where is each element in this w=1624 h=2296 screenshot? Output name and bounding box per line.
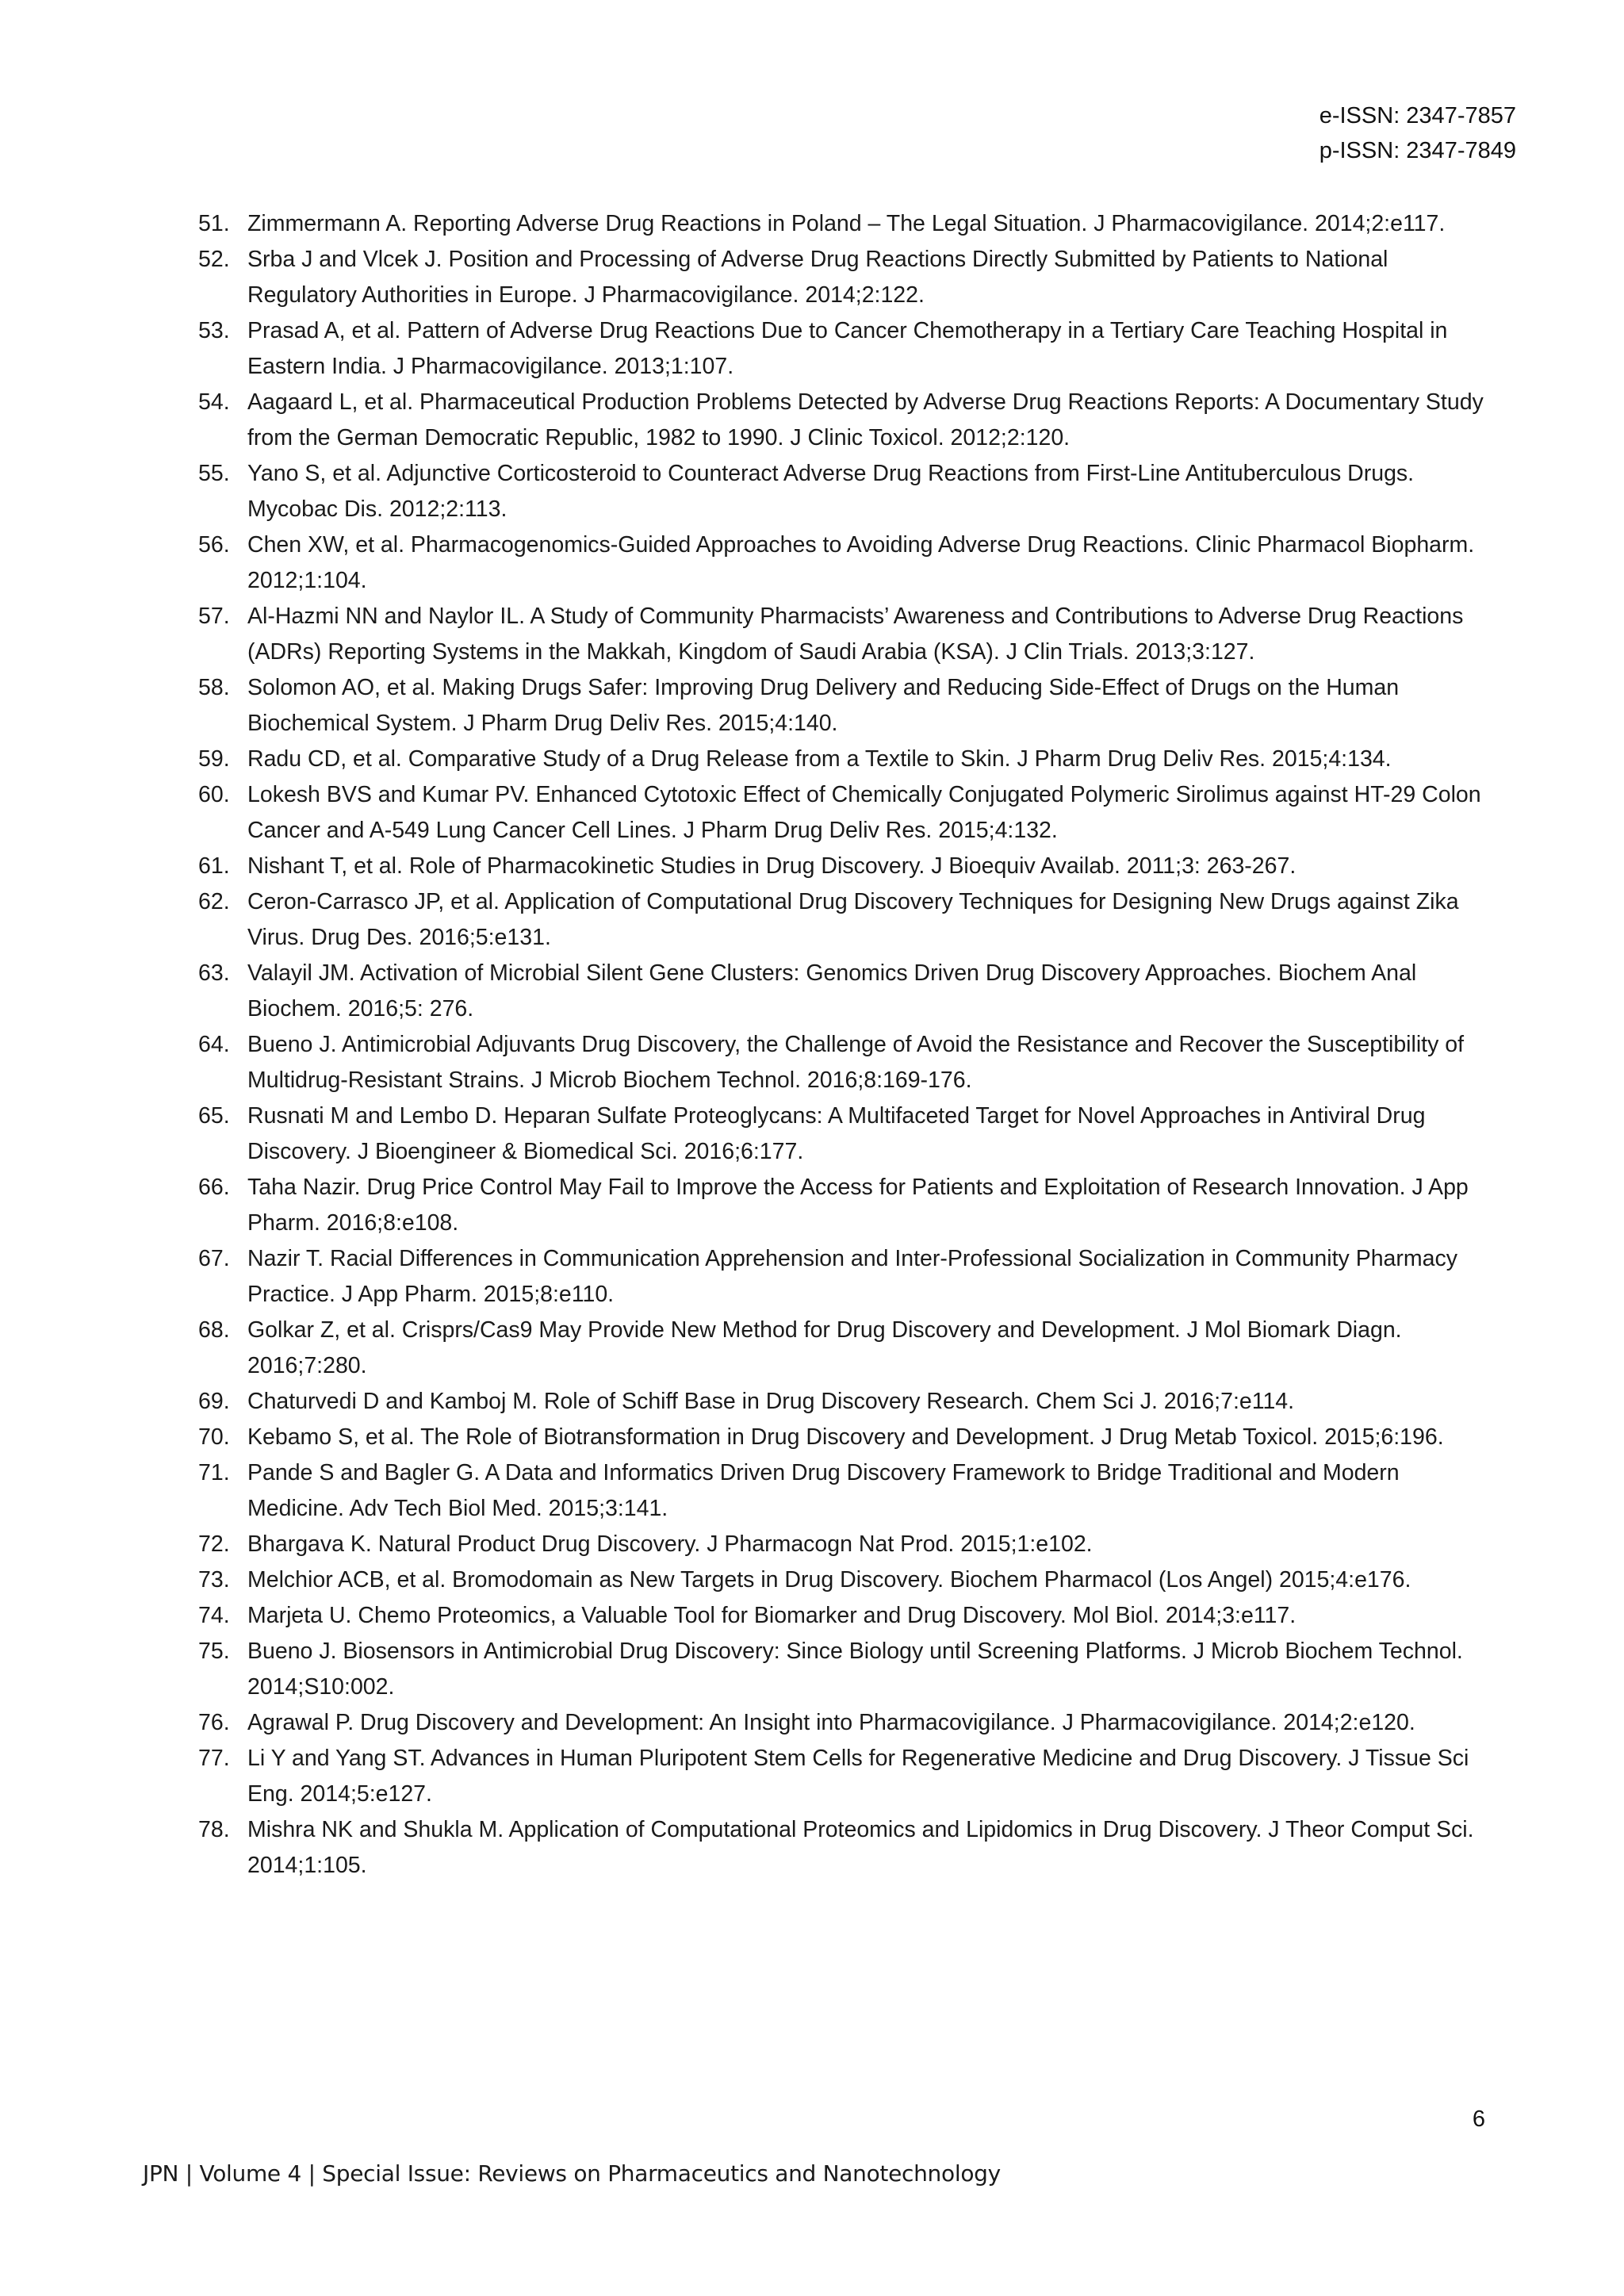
reference-item (187, 1741, 1496, 1812)
reference-item (187, 884, 1496, 956)
reference-item (187, 1420, 1496, 1455)
reference-number: 53. (198, 318, 230, 343)
reference-text: Golkar Z, et al. Crisprs/Cas9 May Provide New Method for Drug Discovery and Development. J Mol Biomark Diagn. 2016;7:280. (247, 1317, 1402, 1378)
journal-footer: JPN | Volume 4 | Special Issue: Reviews on Pharmaceutics and Nanotechnology (143, 2160, 1001, 2187)
reference-number: 78. (198, 1817, 230, 1842)
reference-number: 73. (198, 1567, 230, 1593)
reference-text: Agrawal P. Drug Discovery and Development: An Insight into Pharmacovigilance. J Pharmacovigilance. 2014;2:e120. (247, 1710, 1415, 1735)
reference-text: Pande S and Bagler G. A Data and Informatics Driven Drug Discovery Framework to Bridge Traditional and Modern Medicine. Adv Tech Biol Med. 2015;3:141. (247, 1460, 1400, 1521)
reference-number: 77. (198, 1746, 230, 1771)
e-issn: e-ISSN: 2347-7857 (1319, 103, 1516, 128)
reference-text: Li Y and Yang ST. Advances in Human Pluripotent Stem Cells for Regenerative Medicine and Drug Discovery. J Tissue Sci Eng. 2014;5:e127. (247, 1746, 1469, 1807)
reference-text: Zimmermann A. Reporting Adverse Drug Reactions in Poland – The Legal Situation. J Pharmacovigilance. 2014;2:e117. (247, 211, 1446, 236)
reference-text: Chaturvedi D and Kamboj M. Role of Schiff Base in Drug Discovery Research. Chem Sci J. 2016;7:e114. (247, 1389, 1295, 1414)
reference-number: 65. (198, 1103, 230, 1129)
reference-number: 72. (198, 1531, 230, 1557)
reference-item (187, 1562, 1496, 1598)
reference-item (187, 1634, 1496, 1705)
reference-text: Bueno J. Antimicrobial Adjuvants Drug Discovery, the Challenge of Avoid the Resistance and Recover the Susceptibility of Multidrug-Resistant Strains. J Microb Biochem Technol. 2016;8:169-176. (247, 1032, 1465, 1093)
reference-text: Ceron-Carrasco JP, et al. Application of Computational Drug Discovery Techniques for Designing New Drugs against Zika Virus. Drug Des. 2016;5:e131. (247, 889, 1459, 950)
reference-number: 60. (198, 782, 230, 807)
reference-item (187, 849, 1496, 884)
reference-number: 62. (198, 889, 230, 914)
reference-item (187, 1313, 1496, 1384)
reference-number: 55. (198, 461, 230, 486)
reference-item (187, 742, 1496, 777)
p-issn: p-ISSN: 2347-7849 (1319, 138, 1516, 163)
reference-number: 69. (198, 1389, 230, 1414)
reference-number: 57. (198, 604, 230, 629)
reference-text: Nishant T, et al. Role of Pharmacokinetic Studies in Drug Discovery. J Bioequiv Availab. 2011;3: 263-267. (247, 853, 1297, 879)
reference-number: 64. (198, 1032, 230, 1057)
reference-text: Taha Nazir. Drug Price Control May Fail to Improve the Access for Patients and Exploitation of Research Innovation. J App Pharm. 2016;8:e108. (247, 1175, 1469, 1236)
reference-number: 76. (198, 1710, 230, 1735)
page-number: 6 (1472, 2106, 1485, 2132)
reference-number: 52. (198, 247, 230, 272)
reference-text: Bueno J. Biosensors in Antimicrobial Drug Discovery: Since Biology until Screening Platforms. J Microb Biochem Technol. 2014;S10:002. (247, 1639, 1463, 1700)
reference-number: 71. (198, 1460, 230, 1485)
reference-list (187, 206, 1496, 1884)
reference-number: 68. (198, 1317, 230, 1343)
reference-text: Solomon AO, et al. Making Drugs Safer: Improving Drug Delivery and Reducing Side-Effect of Drugs on the Human Biochemical System. J Pharm Drug Deliv Res. 2015;4:140. (247, 675, 1400, 736)
reference-item (187, 1241, 1496, 1313)
reference-number: 70. (198, 1424, 230, 1450)
reference-text: Mishra NK and Shukla M. Application of Computational Proteomics and Lipidomics in Drug Discovery. J Theor Comput Sci. 2014;1:105. (247, 1817, 1474, 1878)
reference-text: Marjeta U. Chemo Proteomics, a Valuable Tool for Biomarker and Drug Discovery. Mol Biol. 2014;3:e117. (247, 1603, 1297, 1628)
reference-number: 66. (198, 1175, 230, 1200)
reference-number: 58. (198, 675, 230, 700)
reference-text: Melchior ACB, et al. Bromodomain as New Targets in Drug Discovery. Biochem Pharmacol (Los Angel) 2015;4:e176. (247, 1567, 1411, 1593)
reference-item (187, 385, 1496, 456)
reference-item (187, 1527, 1496, 1562)
reference-text: Bhargava K. Natural Product Drug Discovery. J Pharmacogn Nat Prod. 2015;1:e102. (247, 1531, 1093, 1557)
reference-item (187, 670, 1496, 742)
reference-item (187, 777, 1496, 849)
reference-text: Prasad A, et al. Pattern of Adverse Drug Reactions Due to Cancer Chemotherapy in a Tertiary Care Teaching Hospital in Eastern India. J Pharmacovigilance. 2013;1:107. (247, 318, 1448, 379)
reference-item (187, 599, 1496, 670)
reference-text: Chen XW, et al. Pharmacogenomics-Guided Approaches to Avoiding Adverse Drug Reactions. Clinic Pharmacol Biopharm. 2012;1:104. (247, 532, 1475, 593)
reference-item (187, 1384, 1496, 1420)
reference-item (187, 1027, 1496, 1098)
reference-number: 63. (198, 960, 230, 986)
reference-text: Yano S, et al. Adjunctive Corticosteroid to Counteract Adverse Drug Reactions from First-Line Antituberculous Drugs. Mycobac Dis. 2012;2:113. (247, 461, 1415, 522)
reference-item (187, 1705, 1496, 1741)
reference-item (187, 1812, 1496, 1884)
reference-number: 54. (198, 389, 230, 415)
reference-text: Nazir T. Racial Differences in Communication Apprehension and Inter-Professional Socialization in Community Pharmacy Practice. J App Pharm. 2015;8:e110. (247, 1246, 1457, 1307)
reference-item (187, 1598, 1496, 1634)
reference-item (187, 1170, 1496, 1241)
reference-item (187, 1098, 1496, 1170)
reference-item (187, 527, 1496, 599)
issn-header (1320, 98, 1516, 168)
reference-text: Aagaard L, et al. Pharmaceutical Production Problems Detected by Adverse Drug Reactions Reports: A Documentary Study from the German Democratic Republic, 1982 to 1990. J Clinic Toxicol. 2012;2:120. (247, 389, 1484, 450)
reference-text: Rusnati M and Lembo D. Heparan Sulfate Proteoglycans: A Multifaceted Target for Novel Approaches in Antiviral Drug Discovery. J Bioengineer & Biomedical Sci. 2016;6:177. (247, 1103, 1426, 1164)
reference-text: Lokesh BVS and Kumar PV. Enhanced Cytotoxic Effect of Chemically Conjugated Polymeric Sirolimus against HT-29 Colon Cancer and A-549 Lung Cancer Cell Lines. J Pharm Drug Deliv Res. 2015;4:132. (247, 782, 1481, 843)
reference-text: Kebamo S, et al. The Role of Biotransformation in Drug Discovery and Development. J Drug Metab Toxicol. 2015;6:196. (247, 1424, 1444, 1450)
reference-text: Al-Hazmi NN and Naylor IL. A Study of Community Pharmacists’ Awareness and Contributions to Adverse Drug Reactions (ADRs) Reporting Systems in the Makkah, Kingdom of Saudi Arabia (KSA). J Clin Trials. 2013;3:127. (247, 604, 1464, 665)
reference-number: 51. (198, 211, 230, 236)
reference-text: Valayil JM. Activation of Microbial Silent Gene Clusters: Genomics Driven Drug Discovery Approaches. Biochem Anal Biochem. 2016;5: 276. (247, 960, 1417, 1022)
reference-number: 75. (198, 1639, 230, 1664)
reference-item (187, 313, 1496, 385)
reference-item (187, 456, 1496, 527)
reference-item (187, 206, 1496, 242)
reference-number: 74. (198, 1603, 230, 1628)
reference-number: 67. (198, 1246, 230, 1271)
reference-text: Radu CD, et al. Comparative Study of a Drug Release from a Textile to Skin. J Pharm Drug Deliv Res. 2015;4:134. (247, 746, 1392, 772)
reference-item (187, 242, 1496, 313)
reference-item (187, 956, 1496, 1027)
reference-number: 61. (198, 853, 230, 879)
reference-number: 59. (198, 746, 230, 772)
reference-item (187, 1455, 1496, 1527)
reference-text: Srba J and Vlcek J. Position and Processing of Adverse Drug Reactions Directly Submitted by Patients to National Regulatory Authorities in Europe. J Pharmacovigilance. 2014;2:122. (247, 247, 1388, 308)
reference-number: 56. (198, 532, 230, 558)
